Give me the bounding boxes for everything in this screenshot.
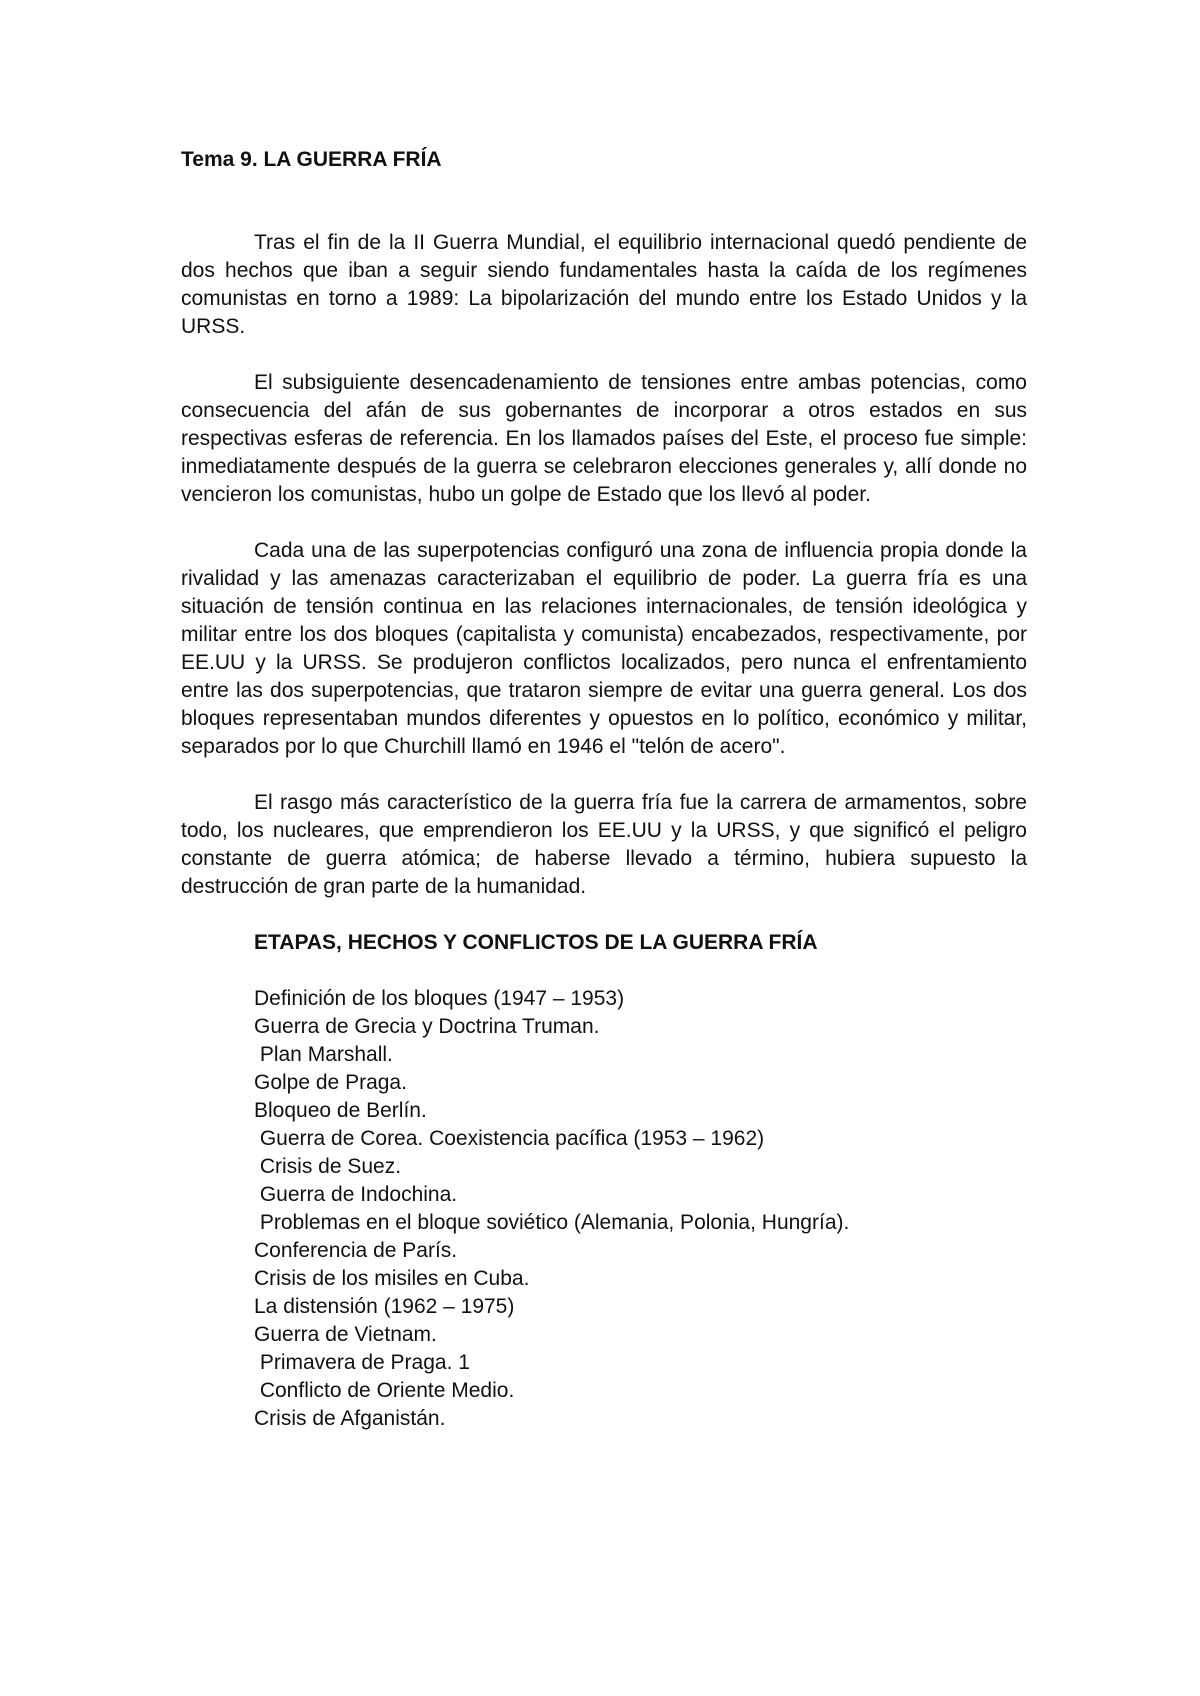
list-item: Bloqueo de Berlín. [254,1099,427,1122]
list-item: Guerra de Corea. Coexistencia pacífica (1953 – 1962) [254,1127,765,1150]
list-item: Conferencia de París. [254,1239,458,1262]
list-item: Crisis de Suez. [254,1155,402,1178]
list-item: Problemas en el bloque soviético (Alemania, Polonia, Hungría). [254,1211,850,1234]
document-title: Tema 9. LA GUERRA FRÍA [181,148,442,171]
list-item: Primavera de Praga. 1 [254,1351,470,1374]
list-item: Definición de los bloques (1947 – 1953) [254,987,625,1010]
list-item: Plan Marshall. [254,1043,393,1066]
section-heading: ETAPAS, HECHOS Y CONFLICTOS DE LA GUERRA FRÍA [254,931,818,954]
list-item: Guerra de Grecia y Doctrina Truman. [254,1015,600,1038]
list-item: Conflicto de Oriente Medio. [254,1379,515,1402]
list-item: Golpe de Praga. [254,1071,407,1094]
events-list [181,985,1027,1433]
list-item: Guerra de Indochina. [254,1183,458,1206]
list-item: Crisis de Afganistán. [254,1407,446,1430]
list-item: Guerra de Vietnam. [254,1323,437,1346]
document-body [181,229,1027,1433]
paragraph-2: El subsiguiente desencadenamiento de tensiones entre ambas potencias, como consecuencia del afán de sus gobernantes de incorporar a otros estados en sus respectivas esferas de referencia. En los llamados países del Este, el proceso fue simple: inmediatamente después de la guerra se celebraron elecciones generales y, allí donde no vencieron los comunistas, hubo un golpe de Estado que los llevó al poder. [181,371,1027,506]
paragraph-3: Cada una de las superpotencias configuró una zona de influencia propia donde la rivalidad y las amenazas caracterizaban el equilibrio de poder. La guerra fría es una situación de tensión continua en las relaciones internacionales, de tensión ideológica y militar entre los dos bloques (capitalista y comunista) encabezados, respectivamente, por EE.UU y la URSS. Se produjeron conflictos localizados, pero nunca el enfrentamiento entre las dos superpotencias, que trataron siempre de evitar una guerra general. Los dos bloques representaban mundos diferentes y opuestos en lo político, económico y militar, separados por lo que Churchill llamó en 1946 el "telón de acero". [181,539,1027,758]
paragraph-1: Tras el fin de la II Guerra Mundial, el equilibrio internacional quedó pendiente de dos hechos que iban a seguir siendo fundamentales hasta la caída de los regímenes comunistas en torno a 1989: La bipolarización del mundo entre los Estado Unidos y la URSS. [181,231,1027,338]
list-item: Crisis de los misiles en Cuba. [254,1267,530,1290]
paragraph-4: El rasgo más característico de la guerra fría fue la carrera de armamentos, sobre todo, los nucleares, que emprendieron los EE.UU y la URSS, y que significó el peligro constante de guerra atómica; de haberse llevado a término, hubiera supuesto la destrucción de gran parte de la humanidad. [181,791,1027,898]
list-item: La distensión (1962 – 1975) [254,1295,515,1318]
